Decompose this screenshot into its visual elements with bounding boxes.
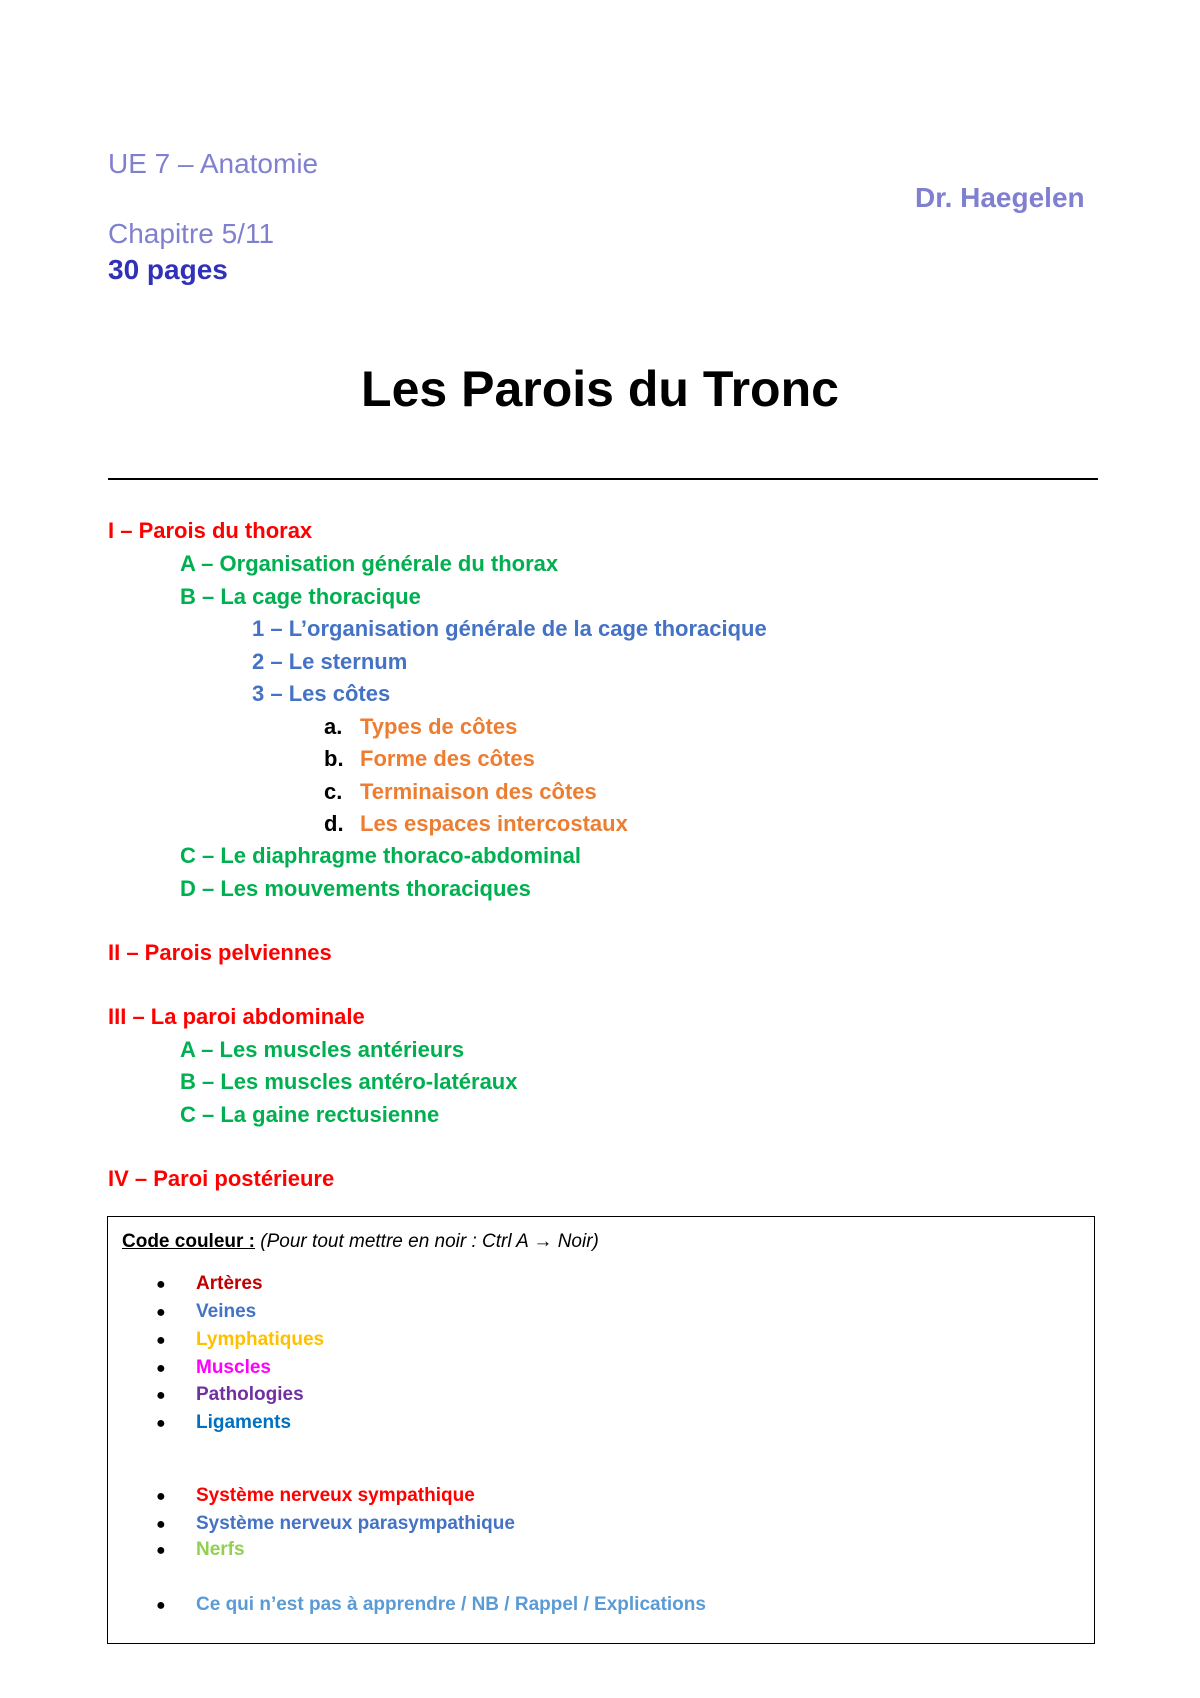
toc-item-text: Les espaces intercostaux bbox=[360, 811, 628, 836]
toc-section-3a: A – Les muscles antérieurs bbox=[180, 1037, 465, 1062]
legend-item-label: Système nerveux sympathique bbox=[196, 1485, 475, 1506]
bullet-icon: ● bbox=[156, 1597, 166, 1614]
bullet-icon: ● bbox=[156, 1387, 166, 1404]
toc-section-1d: D – Les mouvements thoraciques bbox=[180, 876, 531, 901]
list-marker: c. bbox=[324, 779, 343, 804]
toc-section-1a: A – Organisation générale du thorax bbox=[180, 551, 559, 576]
toc-section-1b3c bbox=[324, 779, 597, 805]
legend-heading bbox=[122, 1231, 599, 1253]
bullet-icon: ● bbox=[156, 1332, 166, 1349]
legend-item-ligaments bbox=[156, 1412, 291, 1434]
legend-item-label: Lymphatiques bbox=[196, 1329, 325, 1350]
toc-item-text: Terminaison des côtes bbox=[360, 779, 597, 804]
list-marker: a. bbox=[324, 714, 343, 739]
toc-section-3c: C – La gaine rectusienne bbox=[180, 1102, 440, 1127]
bullet-icon: ● bbox=[156, 1304, 166, 1321]
legend-item-nerfs bbox=[156, 1539, 245, 1561]
legend-item-label: Système nerveux parasympathique bbox=[196, 1513, 515, 1534]
toc-section-2: II – Parois pelviennes bbox=[108, 940, 332, 965]
toc-section-1b3a bbox=[324, 714, 517, 740]
toc-section-3b: B – Les muscles antéro-latéraux bbox=[180, 1069, 518, 1094]
legend-item-label: Ce qui n’est pas à apprendre / NB / Rappel / Explications bbox=[196, 1594, 706, 1615]
legend-item-label: Ligaments bbox=[196, 1412, 292, 1433]
legend-item-sympathique bbox=[156, 1485, 475, 1507]
toc-section-1b: B – La cage thoracique bbox=[180, 584, 421, 609]
toc-section-1b1: 1 – L’organisation générale de la cage thoracique bbox=[252, 616, 767, 641]
legend-item-a-ne-pas-apprendre bbox=[156, 1594, 706, 1616]
toc-section-1c: C – Le diaphragme thoraco-abdominal bbox=[180, 843, 581, 868]
author-label: Dr. Haegelen bbox=[915, 182, 1085, 213]
list-marker: b. bbox=[324, 746, 344, 771]
legend-item-lymphatiques bbox=[156, 1329, 324, 1351]
bullet-icon: ● bbox=[156, 1276, 166, 1293]
list-marker: d. bbox=[324, 811, 344, 836]
toc-section-1b2: 2 – Le sternum bbox=[252, 649, 408, 674]
bullet-icon: ● bbox=[156, 1516, 166, 1533]
page-title: Les Parois du Tronc bbox=[361, 361, 839, 417]
bullet-icon: ● bbox=[156, 1542, 166, 1559]
legend-item-label: Artères bbox=[196, 1273, 263, 1294]
bullet-icon: ● bbox=[156, 1488, 166, 1505]
legend-item-muscles bbox=[156, 1357, 271, 1379]
bullet-icon: ● bbox=[156, 1360, 166, 1377]
toc-section-1b3: 3 – Les côtes bbox=[252, 681, 391, 706]
legend-item-label: Nerfs bbox=[196, 1539, 245, 1560]
legend-item-arteres bbox=[156, 1273, 263, 1295]
toc-section-3: III – La paroi abdominale bbox=[108, 1004, 365, 1029]
toc-item-text: Types de côtes bbox=[360, 714, 518, 739]
title-divider bbox=[108, 478, 1098, 480]
legend-title: Code couleur : bbox=[122, 1231, 256, 1252]
legend-item-veines bbox=[156, 1301, 256, 1323]
legend-item-parasympathique bbox=[156, 1513, 515, 1535]
chapter-label: Chapitre 5/11 bbox=[108, 218, 275, 249]
toc-section-1: I – Parois du thorax bbox=[108, 518, 313, 543]
legend-item-pathologies bbox=[156, 1384, 304, 1406]
toc-section-4: IV – Paroi postérieure bbox=[108, 1166, 335, 1191]
course-label: UE 7 – Anatomie bbox=[108, 148, 319, 179]
legend-item-label: Pathologies bbox=[196, 1384, 304, 1405]
toc-section-1b3b bbox=[324, 746, 535, 772]
legend-note: (Pour tout mettre en noir : Ctrl A → Noir) bbox=[255, 1231, 599, 1252]
legend-item-label: Veines bbox=[196, 1301, 257, 1322]
legend-item-label: Muscles bbox=[196, 1357, 271, 1378]
bullet-icon: ● bbox=[156, 1415, 166, 1432]
toc-section-1b3d bbox=[324, 811, 628, 837]
pages-count: 30 pages bbox=[108, 254, 228, 285]
toc-item-text: Forme des côtes bbox=[360, 746, 535, 771]
color-code-legend bbox=[107, 1216, 1095, 1644]
